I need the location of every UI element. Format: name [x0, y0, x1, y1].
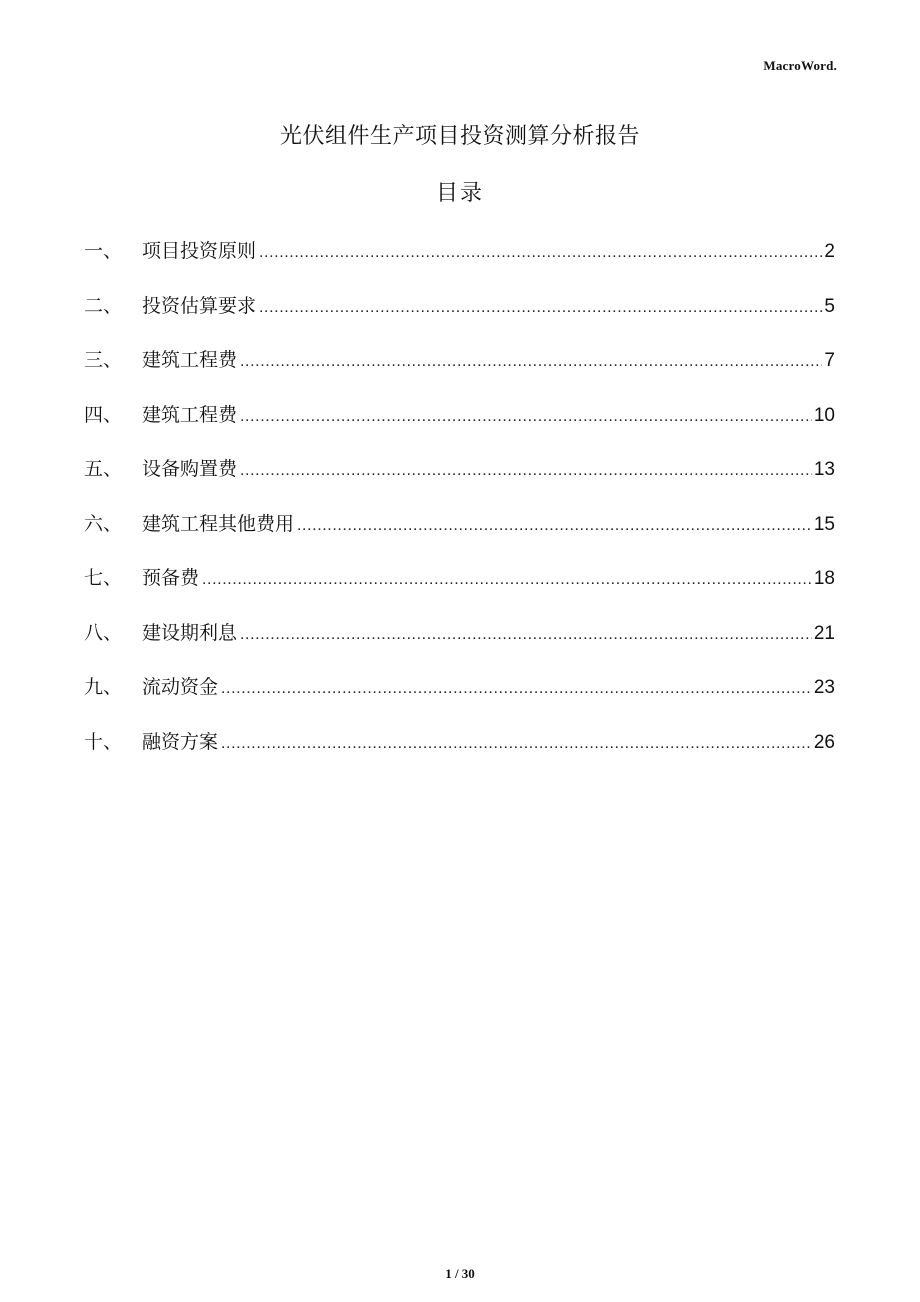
toc-dot-leader [221, 726, 812, 762]
toc-entry-6[interactable] [84, 506, 835, 561]
page-indicator: 1 / 30 [445, 1266, 475, 1281]
toc-entry-10[interactable] [84, 724, 835, 779]
toc-dot-leader [240, 453, 812, 489]
toc-entry-number: 二、 [84, 294, 123, 317]
toc-entry-page: 18 [813, 568, 835, 589]
toc-entry-page: 15 [813, 513, 835, 535]
toc-entry-number: 十、 [84, 730, 123, 753]
toc-entry-8[interactable] [84, 615, 835, 670]
toc-entry-label: 项目投资原则 [142, 240, 257, 262]
toc-entry-label: 流动资金 [142, 676, 219, 698]
toc-entry-page: 13 [813, 459, 835, 480]
toc-entry-page: 23 [813, 677, 835, 698]
toc-entry-7[interactable] [84, 560, 835, 615]
toc-entry-page: 5 [824, 295, 835, 317]
toc-entry-5[interactable] [84, 451, 835, 506]
toc-entry-page: 7 [824, 350, 835, 371]
toc-entry-page: 26 [813, 731, 835, 753]
toc-dot-leader [221, 671, 812, 707]
header-brand: MacroWord. [763, 58, 837, 73]
toc-dot-leader [240, 399, 812, 435]
toc-entry-label: 投资估算要求 [142, 294, 257, 317]
toc-entry-number: 三、 [84, 349, 123, 371]
toc-dot-leader [259, 290, 822, 326]
toc-entry-9[interactable] [84, 669, 835, 724]
toc-entry-page: 21 [813, 622, 835, 644]
toc-entry-page: 2 [824, 241, 835, 262]
toc-entry-label: 建筑工程其他费用 [142, 512, 295, 535]
toc-entry-number: 九、 [84, 676, 123, 698]
toc-entry-4[interactable] [84, 397, 835, 452]
toc-entry-page: 10 [813, 404, 835, 426]
toc-entry-label: 预备费 [142, 567, 200, 589]
toc-entry-number: 四、 [84, 403, 123, 426]
document-title: 光伏组件生产项目投资测算分析报告 [279, 124, 640, 149]
toc-dot-leader [202, 562, 812, 598]
toc-entry-label: 建筑工程费 [142, 349, 238, 371]
toc-entry-label: 建设期利息 [142, 621, 238, 644]
toc-entry-2[interactable] [84, 288, 835, 343]
toc-dot-leader [240, 617, 812, 653]
toc-entry-1[interactable] [84, 233, 835, 288]
toc-entry-number: 八、 [84, 621, 123, 644]
toc-dot-leader [297, 508, 812, 544]
toc-entry-number: 五、 [84, 458, 123, 480]
toc-entry-label: 融资方案 [142, 730, 219, 753]
toc-dot-leader [240, 344, 822, 380]
toc-entry-label: 建筑工程费 [142, 403, 238, 426]
toc-heading: 目录 [435, 181, 484, 206]
toc-dot-leader [259, 235, 822, 271]
toc-entry-number: 七、 [84, 567, 123, 589]
table-of-contents [84, 233, 835, 778]
toc-entry-3[interactable] [84, 342, 835, 397]
toc-entry-label: 设备购置费 [142, 458, 238, 480]
toc-entry-number: 一、 [84, 240, 123, 262]
toc-entry-number: 六、 [84, 512, 123, 535]
